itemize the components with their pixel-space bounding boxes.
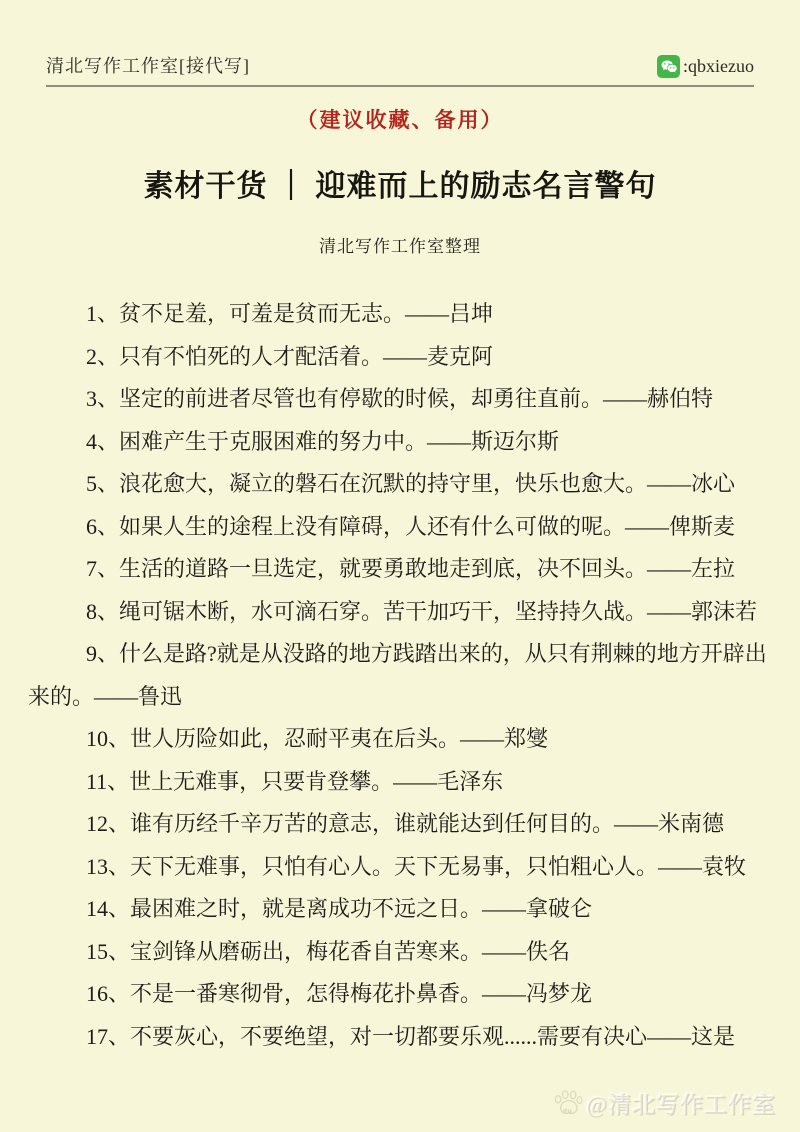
quote-item: 2、只有不怕死的人才配活着。——麦克阿 <box>86 343 494 369</box>
page-title: 素材干货 ｜ 迎难而上的励志名言警句 <box>143 170 657 203</box>
wechat-contact <box>657 55 754 78</box>
quote-item: 3、坚定的前进者尽管也有停歇的时候，却勇往直前。——赫伯特 <box>86 386 714 411</box>
quote-item: 12、谁有历经千辛万苦的意志，谁就能达到任何目的。——米南德 <box>86 811 725 836</box>
wechat-id: :qbxiezuo <box>683 56 754 76</box>
quote-item: 16、不是一番寒彻骨，怎得梅花扑鼻香。——冯梦龙 <box>86 981 593 1006</box>
watermark <box>552 1086 776 1119</box>
svg-text:du: du <box>562 1107 572 1115</box>
quotes-list <box>28 293 772 1058</box>
quote-item: 4、困难产生于克服困难的努力中。——斯迈尔斯 <box>86 428 560 454</box>
wechat-icon <box>657 55 680 78</box>
quote-item: 1、贫不足羞，可羞是贫而无志。——吕坤 <box>86 301 494 326</box>
quote-item: 11、世上无难事，只要肯登攀。——毛泽东 <box>86 768 504 794</box>
quote-item: 10、世人历险如此，忍耐平夷在后头。——郑燮 <box>86 726 549 751</box>
baidu-paw-icon <box>552 1089 584 1116</box>
brand-text: 清北写作工作室[接代写] <box>46 56 250 76</box>
quote-item: 7、生活的道路一旦选定，就要勇敢地走到底，决不回头。——左拉 <box>86 556 736 581</box>
quote-item: 17、不要灰心，不要绝望，对一切都要乐观......需要有决心——这是 <box>86 1023 736 1049</box>
quote-item: 14、最困难之时，就是离成功不远之日。——拿破仑 <box>86 896 593 921</box>
page-header <box>46 0 754 87</box>
advisory-note: （建议收藏、备用） <box>296 108 504 132</box>
quote-item: 9、什么是路?就是从没路的地方践踏出来的，从只有荆棘的地方开辟出来的。——鲁迅 <box>28 641 767 709</box>
quote-item: 15、宝剑锋从磨砺出，梅花香自苦寒来。——佚名 <box>86 938 571 964</box>
quote-item: 8、绳可锯木断，水可滴石穿。苦干加巧干，坚持持久战。——郭沫若 <box>86 598 758 624</box>
watermark-text: @清北写作工作室 <box>585 1092 776 1117</box>
quote-item: 13、天下无难事，只怕有心人。天下无易事，只怕粗心人。——袁牧 <box>86 853 747 879</box>
quote-item: 5、浪花愈大，凝立的磐石在沉默的持守里，快乐也愈大。——冰心 <box>86 471 736 496</box>
byline: 清北写作工作室整理 <box>319 237 481 256</box>
quote-item: 6、如果人生的途程上没有障碍，人还有什么可做的呢。——俾斯麦 <box>86 513 736 539</box>
